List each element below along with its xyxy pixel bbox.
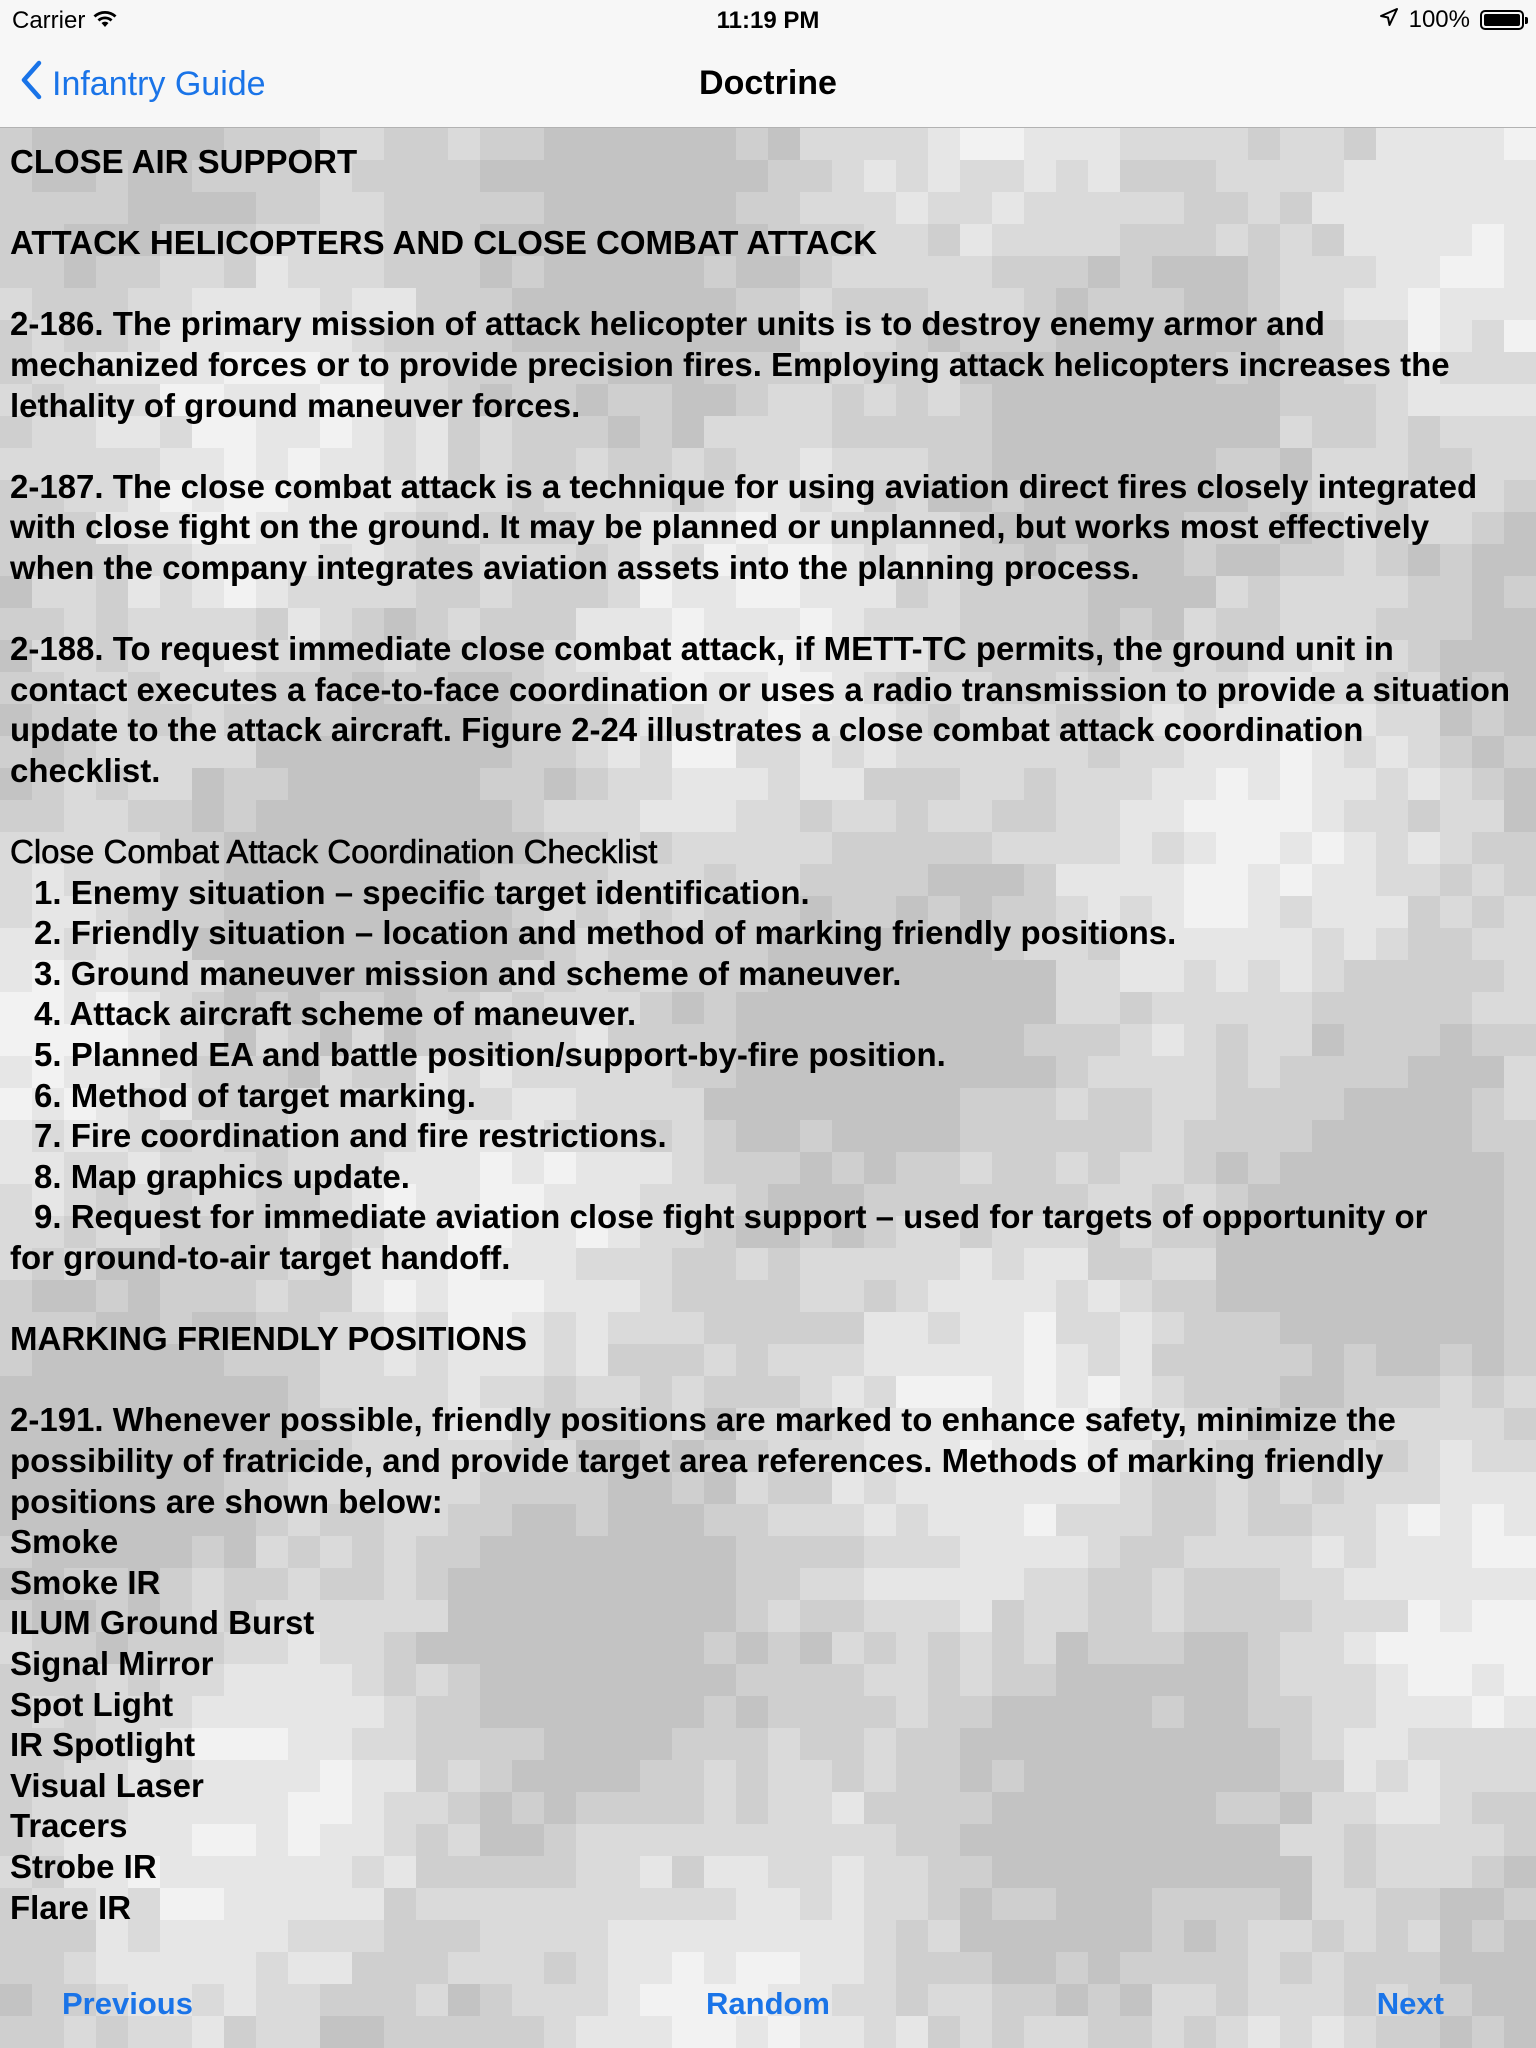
paragraph-2-186: 2-186. The primary mission of attack helicopter units is to destroy enemy armor and mechanized forces or to provide precision fires. Employing attack helicopters increases the lethality of ground maneuver forces. xyxy=(10,305,1450,424)
checklist-item: 8. Map graphics update. xyxy=(34,1157,410,1195)
checklist-title: Close Combat Attack Coordination Checklist xyxy=(10,833,658,871)
status-time: 11:19 PM xyxy=(716,7,820,34)
marking-method: Strobe IR xyxy=(10,1847,157,1885)
random-button[interactable]: Random xyxy=(706,1986,830,2021)
checklist-item: 1. Enemy situation – specific target identification. xyxy=(34,873,810,911)
marking-method: Flare IR xyxy=(10,1888,132,1926)
checklist-item: 9. Request for immediate aviation close fight support – used for targets of opportunity or xyxy=(34,1198,1428,1236)
navigation-bar xyxy=(0,42,1536,128)
checklist-item: 5. Planned EA and battle position/support-by-fire position. xyxy=(34,1036,946,1074)
battery-icon xyxy=(1480,10,1524,30)
marking-method: Spot Light xyxy=(10,1685,174,1723)
bottom-toolbar xyxy=(0,1958,1536,2048)
next-button[interactable]: Next xyxy=(1376,1986,1444,2021)
status-bar xyxy=(0,0,1536,42)
marking-method: Tracers xyxy=(10,1807,128,1845)
location-arrow-icon xyxy=(1379,6,1399,34)
checklist-item: 3. Ground maneuver mission and scheme of maneuver. xyxy=(34,954,902,992)
marking-method: Smoke IR xyxy=(10,1563,161,1601)
section-heading: CLOSE AIR SUPPORT xyxy=(10,143,358,180)
section-heading-marking: MARKING FRIENDLY POSITIONS xyxy=(10,1320,528,1358)
checklist-item: 6. Method of target marking. xyxy=(34,1076,476,1114)
marking-method: Smoke xyxy=(10,1523,119,1561)
checklist-item: 2. Friendly situation – location and method of marking friendly positions. xyxy=(34,914,1177,952)
carrier-label: Carrier xyxy=(12,7,86,34)
battery-fill xyxy=(1484,14,1520,26)
marking-method: ILUM Ground Burst xyxy=(10,1604,315,1642)
marking-method: Signal Mirror xyxy=(10,1644,214,1682)
subsection-heading: ATTACK HELICOPTERS AND CLOSE COMBAT ATTACK xyxy=(10,224,878,262)
back-button-label: Infantry Guide xyxy=(52,65,266,103)
checklist-item: 4. Attack aircraft scheme of maneuver. xyxy=(34,995,637,1033)
status-right-group xyxy=(1379,6,1524,34)
marking-method: Visual Laser xyxy=(10,1766,204,1804)
checklist-item-continuation: for ground-to-air target handoff. xyxy=(10,1239,511,1277)
previous-button[interactable]: Previous xyxy=(62,1986,193,2021)
paragraph-2-188: 2-188. To request immediate close combat attack, if METT-TC permits, the ground unit in contact executes a face-to-face coordination or uses a radio transmission to provide a situation update to the attack aircraft. Figure 2-24 illustrates a close combat attack coordination checklist. xyxy=(10,630,1511,789)
page-title: Doctrine xyxy=(699,64,837,102)
paragraph-2-187: 2-187. The close combat attack is a technique for using aviation direct fires closely integrated with close fight on the ground. It may be planned or unplanned, but works most effectively when the company integrates aviation assets into the planning process. xyxy=(10,467,1478,586)
battery-percent: 100% xyxy=(1408,6,1470,33)
marking-method: IR Spotlight xyxy=(10,1726,196,1764)
doctrine-content xyxy=(10,142,1520,1928)
paragraph-2-191: 2-191. Whenever possible, friendly positions are marked to enhance safety, minimize the possibility of fratricide, and provide target area references. Methods of marking friendly positions are shown below: xyxy=(10,1401,1396,1520)
checklist-item: 7. Fire coordination and fire restrictions. xyxy=(34,1117,667,1155)
